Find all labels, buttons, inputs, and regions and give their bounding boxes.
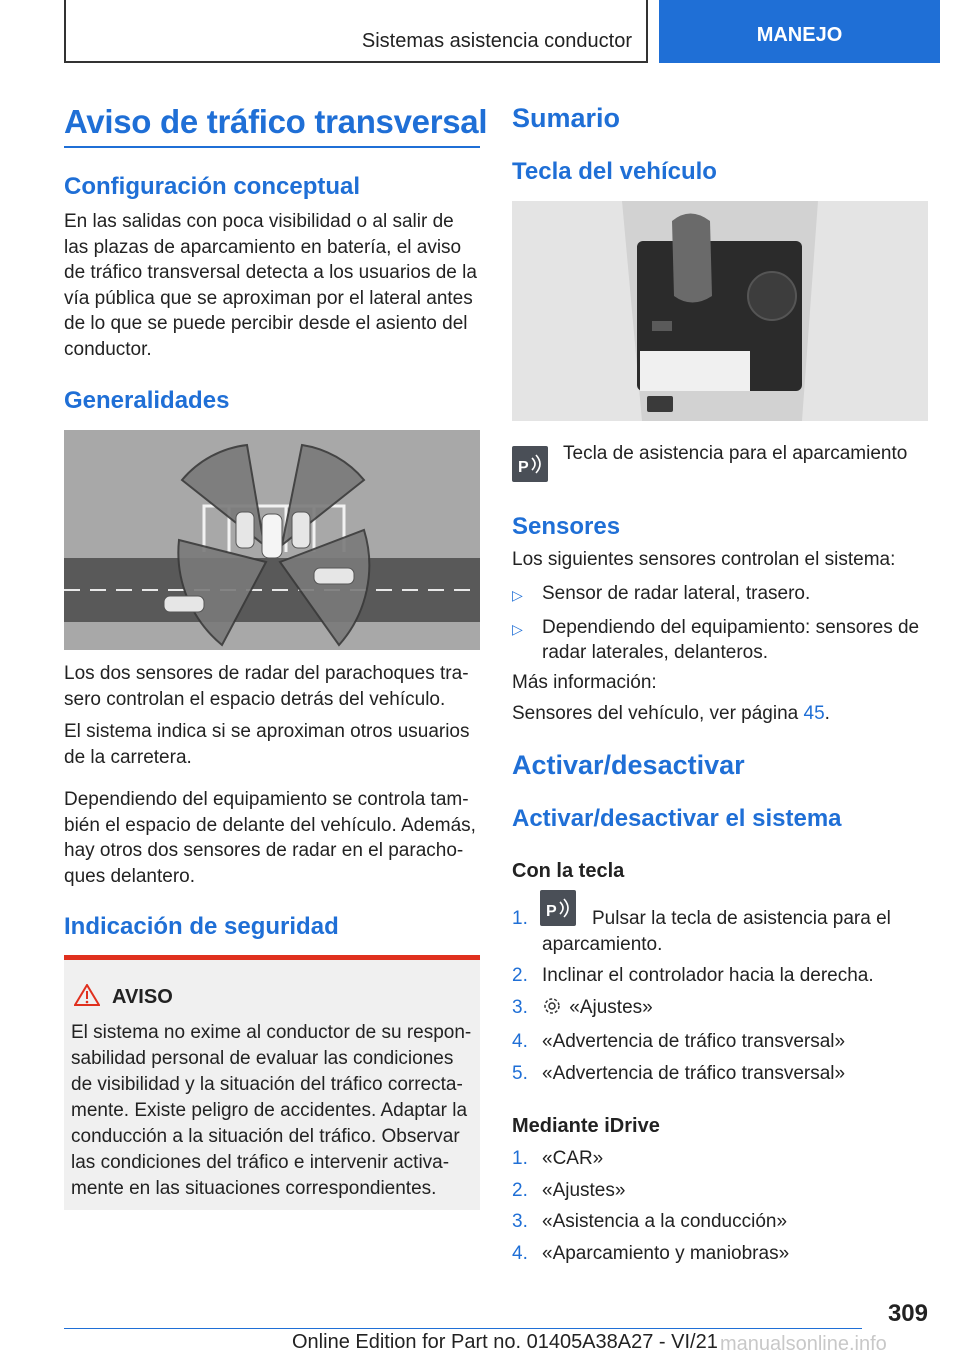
idrive-steps xyxy=(512,1146,928,1266)
with-key-steps xyxy=(512,903,928,1086)
concept-text: En las salidas con poca visibilidad o al salir de las plazas de aparcamiento en batería, el aviso de tráfico transversal detecta a los usuarios de la vía pública que se aproximan por el lateral antes de lo que se puede percibir desde el asiento del conductor. xyxy=(64,211,477,360)
concept-heading: Configuración conceptual xyxy=(64,173,361,200)
list-item: 3. «Ajustes» xyxy=(512,995,928,1024)
activate-heading: Activar/desactivar xyxy=(512,750,745,780)
warning-box xyxy=(64,955,480,1210)
gear-icon xyxy=(542,996,564,1024)
sensors-intro: Los siguientes sensores controlan el sistema: xyxy=(512,549,896,570)
general-text-3: Dependiendo del equipamiento se controla tam-bién el espacio de delante del vehículo. Además, hay otros dos sensores de radar en el paracho-ques delantero. xyxy=(64,789,476,887)
activate-subheading: Activar/desactivar el sistema xyxy=(512,805,842,832)
key-caption: Tecla de asistencia para el aparcamiento xyxy=(563,443,908,464)
center-console-photo xyxy=(512,201,928,421)
console-illustration xyxy=(512,201,928,421)
header-section-title: Sistemas asistencia conductor xyxy=(361,30,632,52)
summary-heading: Sumario xyxy=(512,103,621,133)
warning-text: El sistema no exime al conductor de su respon-sabilidad personal de evaluar las condiciones de visibilidad y la situación del tráfico correcta-mente. Existe peligro de accidentes. Adaptar la conducción a la situación del tráfico. Observar las condiciones del tráfico e intervenir activa-mente en las situaciones correspondientes. xyxy=(71,1022,472,1199)
list-item: 4. «Advertencia de tráfico transversal» xyxy=(512,1031,846,1052)
safety-heading: Indicación de seguridad xyxy=(64,913,339,940)
idrive-heading: Mediante iDrive xyxy=(512,1115,660,1137)
bullet-triangle-icon: ▷ xyxy=(512,587,523,603)
list-item: 2. «Ajustes» xyxy=(512,1179,626,1201)
list-item: 1. P Pulsar la tecla de asistencia para el aparcamiento. xyxy=(512,906,928,957)
page-link-45[interactable]: 45 xyxy=(803,703,825,724)
list-item: 1. «CAR» xyxy=(512,1148,604,1169)
more-info: Más información: xyxy=(512,672,657,693)
page-title: Aviso de tráfico transversal xyxy=(64,103,488,140)
list-item: 4. «Aparcamiento y maniobras» xyxy=(512,1242,790,1264)
radar-coverage-illustration xyxy=(64,430,480,650)
header-chapter-tab: MANEJO xyxy=(659,0,940,63)
watermark-logo: manualsonline.info xyxy=(720,1333,887,1355)
general-text-1: Los dos sensores de radar del parachoques tra-sero controlan el espacio detrás del vehículo. xyxy=(64,663,469,710)
svg-text:P: P xyxy=(546,903,557,920)
list-item: ▷ Dependiendo del equipamiento: sensores de radar laterales, delanteros. xyxy=(512,616,920,663)
warning-triangle-icon xyxy=(74,984,100,1011)
svg-text:P: P xyxy=(518,459,529,476)
title-rule xyxy=(64,146,480,148)
edition-note: Online Edition for Part no. 01405A38A27 - VI/21 xyxy=(292,1331,718,1353)
general-text-2: El sistema indica si se aproximan otros usuarios de la carretera. xyxy=(64,721,470,768)
park-assist-button-icon xyxy=(512,446,548,482)
with-key-heading: Con la tecla xyxy=(512,860,625,882)
sensors-heading: Sensores xyxy=(512,513,621,540)
sensors-list xyxy=(512,581,928,666)
page-number: 309 xyxy=(887,1300,928,1327)
warning-title: AVISO xyxy=(112,986,173,1008)
list-item: 2. Inclinar el controlador hacia la derecha. xyxy=(512,965,874,986)
park-assist-button-icon xyxy=(540,890,576,926)
bullet-triangle-icon: ▷ xyxy=(512,620,523,637)
cross-traffic-diagram xyxy=(64,430,480,650)
list-item: 3. «Asistencia a la conducción» xyxy=(512,1211,788,1232)
list-item: ▷ Sensor de radar lateral, trasero. xyxy=(512,581,928,607)
general-heading: Generalidades xyxy=(64,387,230,414)
sensors-reference: Sensores del vehículo, ver página 45. xyxy=(512,703,830,724)
header-box xyxy=(64,0,648,63)
key-heading: Tecla del vehículo xyxy=(512,158,717,185)
footer-rule xyxy=(64,1328,862,1329)
list-item: 5. «Advertencia de tráfico transversal» xyxy=(512,1062,846,1084)
